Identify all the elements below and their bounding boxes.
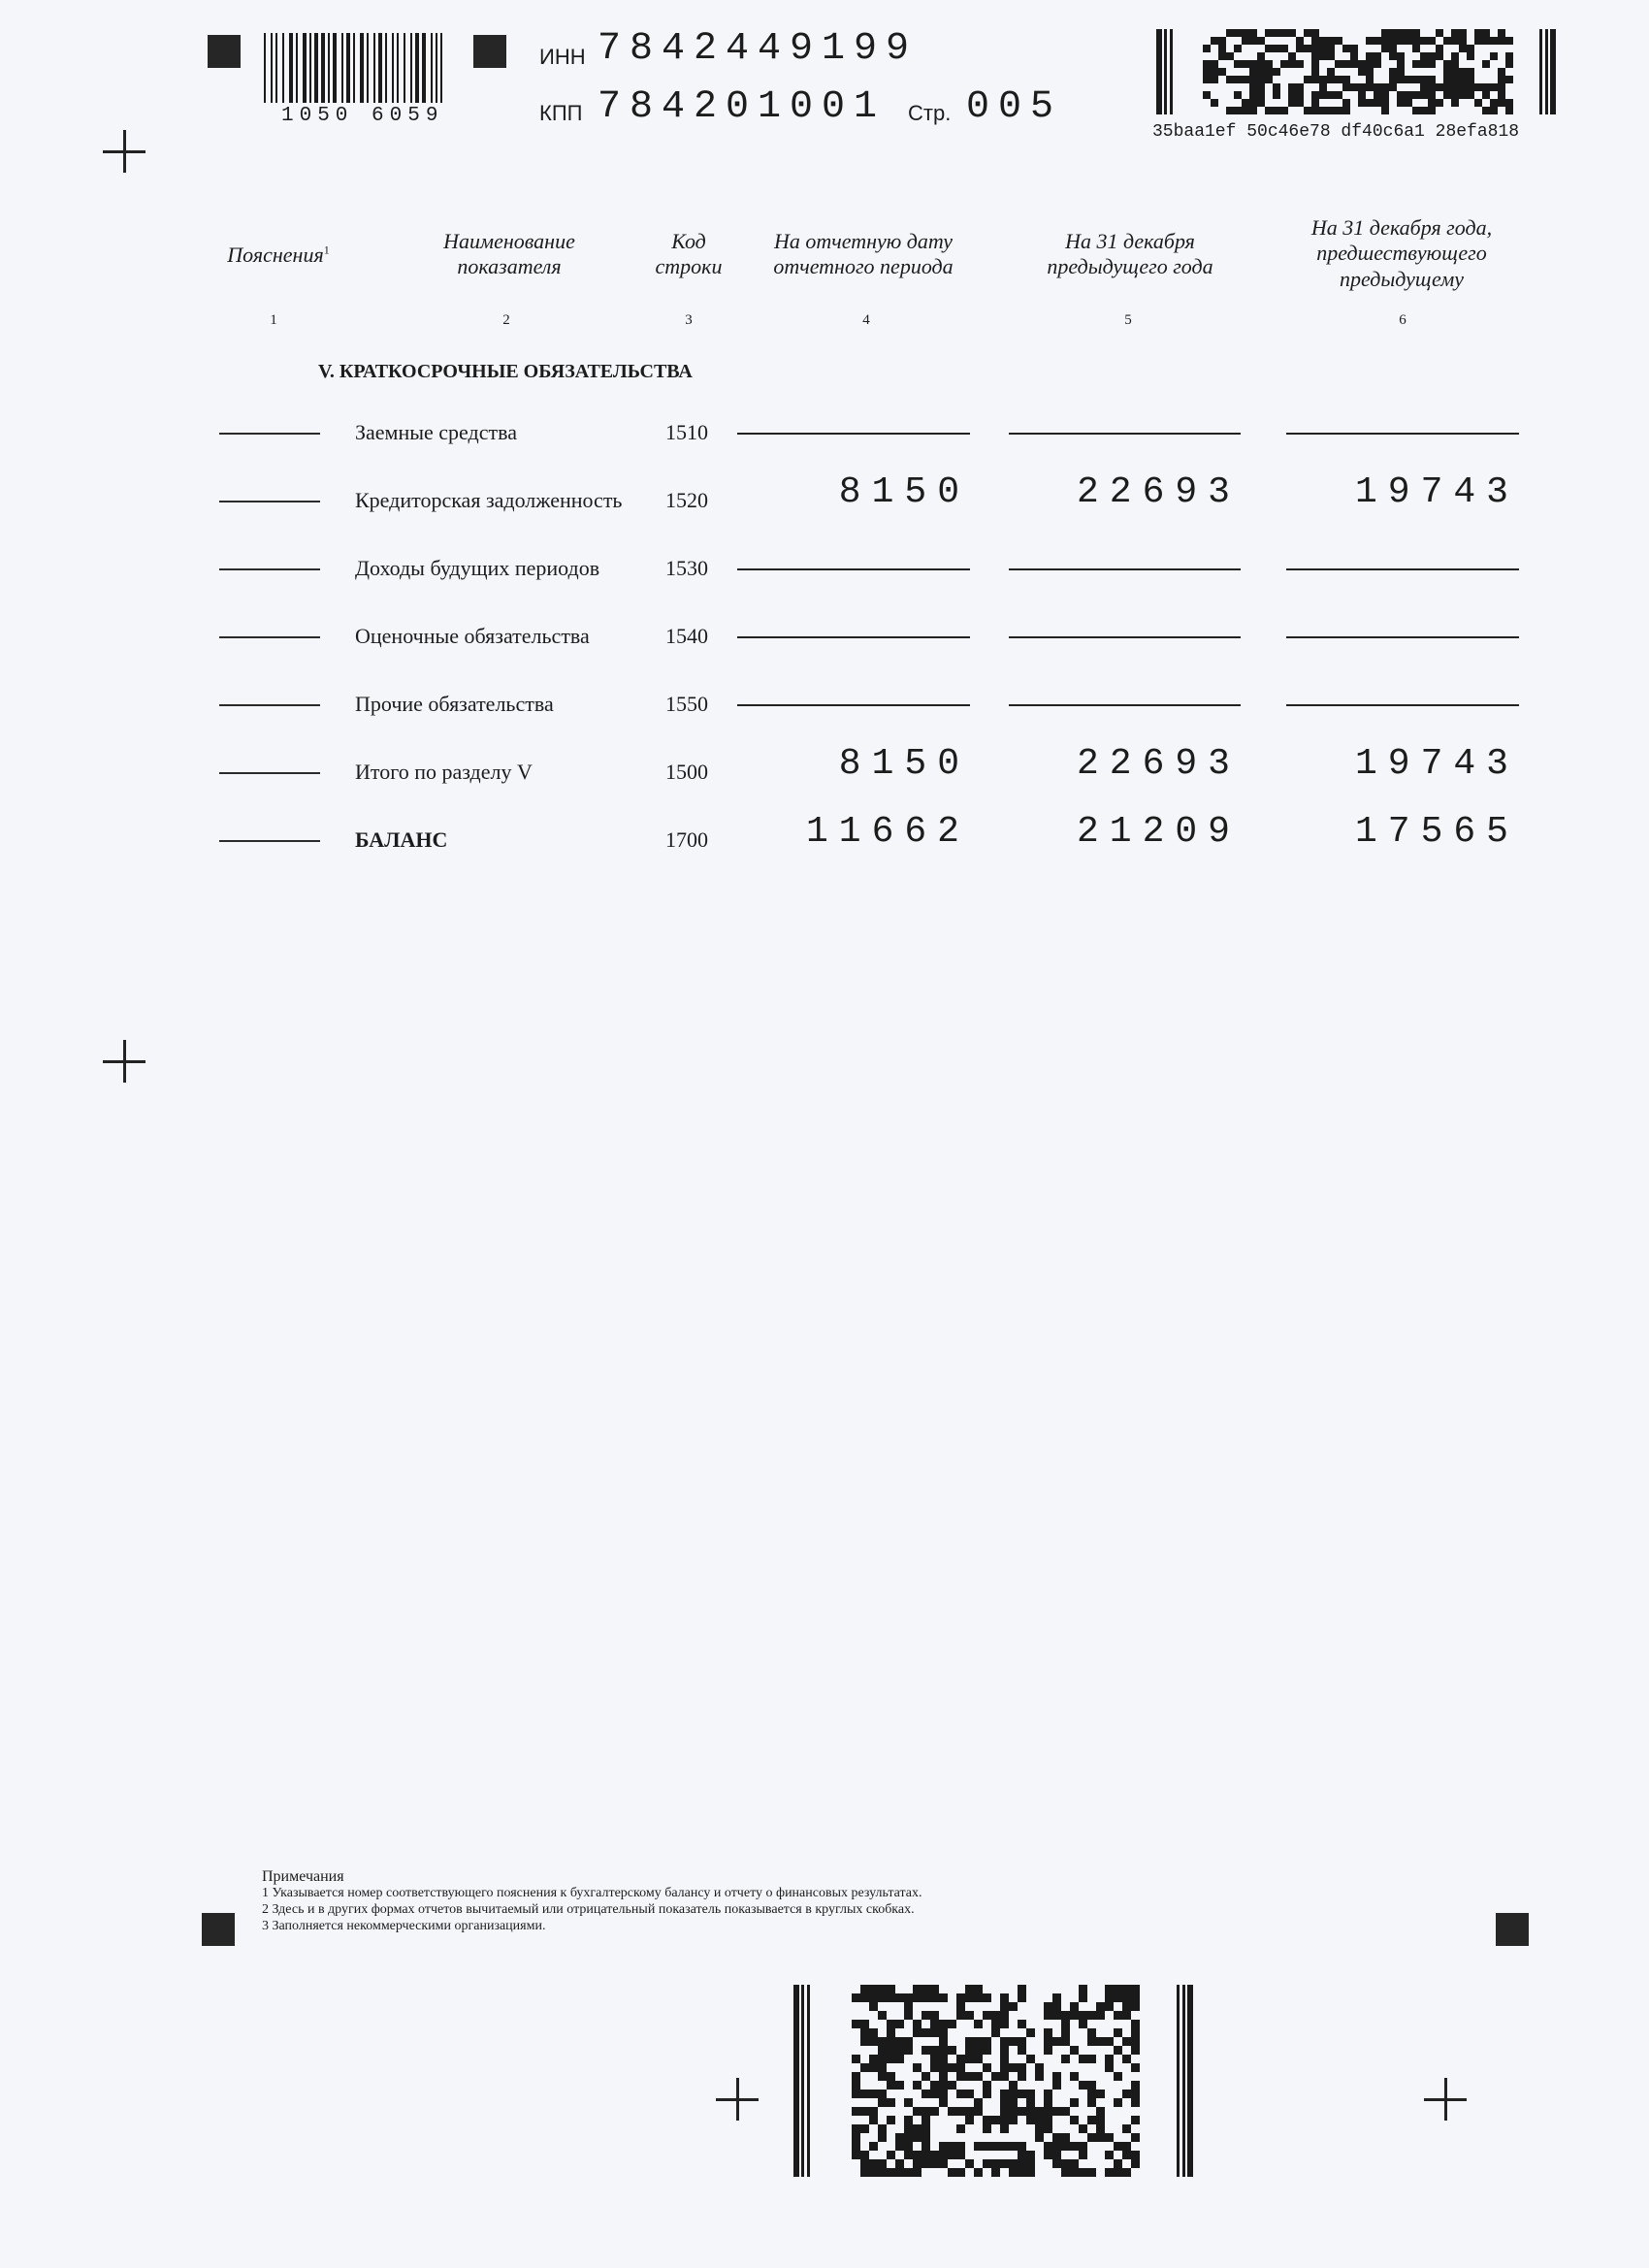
inn-value: 7842449199 <box>598 27 919 71</box>
empty-value-line <box>1009 704 1241 706</box>
empty-value-line <box>1009 636 1241 638</box>
page-label: Стр. <box>908 101 952 125</box>
column-number: 6 <box>1399 312 1406 328</box>
row-label: Прочие обязательства <box>355 692 554 716</box>
row-code: 1510 <box>665 420 708 444</box>
note-item: 1 Указывается номер соответствующего пояснения к бухгалтерскому балансу и отчету о финансовых результатах. <box>262 1886 922 1900</box>
registration-mark-square <box>473 35 506 68</box>
registration-mark-square <box>202 1913 235 1946</box>
row-code: 1550 <box>665 692 708 716</box>
row-label: Итого по разделу V <box>355 760 533 784</box>
2d-barcode-icon <box>793 1985 1193 2177</box>
row-code: 1520 <box>665 488 708 512</box>
notes-cell-dash <box>219 704 320 706</box>
kpp-value: 784201001 <box>598 85 887 129</box>
empty-value-line <box>1009 568 1241 570</box>
value-cell: 19743 <box>1354 743 1519 785</box>
registration-cross-icon <box>1424 2078 1467 2121</box>
notes-cell-dash <box>219 433 320 435</box>
inn-label: ИНН <box>539 45 586 69</box>
notes-cell-dash <box>219 636 320 638</box>
column-number: 1 <box>270 312 277 328</box>
empty-value-line <box>1009 433 1241 435</box>
notes-cell-dash <box>219 501 320 502</box>
registration-cross-icon <box>716 2078 759 2121</box>
value-cell: 22693 <box>1076 743 1241 785</box>
notes-cell-dash <box>219 568 320 570</box>
column-number: 4 <box>862 312 870 328</box>
column-header-notes: Пояснения$^1$ <box>227 243 330 267</box>
value-cell: 17565 <box>1354 811 1519 853</box>
value-cell: 8150 <box>838 471 970 513</box>
column-number: 5 <box>1124 312 1132 328</box>
row-code: 1530 <box>665 556 708 580</box>
value-cell: 19743 <box>1354 471 1519 513</box>
row-code: 1540 <box>665 624 708 648</box>
row-label: Заемные средства <box>355 420 517 444</box>
registration-mark-square <box>208 35 241 68</box>
column-header-indicator: Наименование показателя <box>443 229 575 279</box>
section-title: V. КРАТКОСРОЧНЫЕ ОБЯЗАТЕЛЬСТВА <box>318 361 693 382</box>
notes-title: Примечания <box>262 1868 344 1885</box>
value-cell: 22693 <box>1076 471 1241 513</box>
empty-value-line <box>1286 568 1519 570</box>
row-label: Кредиторская задолженность <box>355 488 623 512</box>
row-label: Оценочные обязательства <box>355 624 590 648</box>
empty-value-line <box>1286 433 1519 435</box>
registration-cross-icon <box>103 130 146 173</box>
value-cell: 21209 <box>1076 811 1241 853</box>
empty-value-line <box>737 636 970 638</box>
value-cell: 8150 <box>838 743 970 785</box>
note-item: 3 Заполняется некоммерческими организациями. <box>262 1919 546 1933</box>
barcode-icon <box>264 33 448 107</box>
kpp-label: КПП <box>539 101 583 125</box>
column-header-prev-year: На 31 декабря предыдущего года <box>1047 229 1213 279</box>
registration-cross-icon <box>103 1040 146 1083</box>
row-label: Доходы будущих периодов <box>355 556 600 580</box>
page-number: 005 <box>966 85 1063 129</box>
empty-value-line <box>737 704 970 706</box>
row-code: 1500 <box>665 760 708 784</box>
notes-cell-dash <box>219 772 320 774</box>
column-header-code: Код строки <box>655 229 723 279</box>
document-hash: 35baa1ef 50c46e78 df40c6a1 28efa818 <box>1152 122 1520 142</box>
barcode-number: 1050 6059 <box>281 105 444 127</box>
column-number: 2 <box>502 312 510 328</box>
column-header-year-before-prev: На 31 декабря года, предшествующего предыдущему <box>1310 215 1493 291</box>
notes-cell-dash <box>219 840 320 842</box>
row-label: БАЛАНС <box>355 827 448 852</box>
value-cell: 11662 <box>805 811 970 853</box>
registration-mark-square <box>1496 1913 1529 1946</box>
empty-value-line <box>1286 636 1519 638</box>
column-number: 3 <box>685 312 693 328</box>
column-header-reporting-date: На отчетную дату отчетного периода <box>773 229 954 279</box>
empty-value-line <box>1286 704 1519 706</box>
2d-barcode-icon <box>1156 29 1556 114</box>
notes-block <box>262 1868 922 1934</box>
note-item: 2 Здесь и в других формах отчетов вычитаемый или отрицательный показатель показывается в круглых скобках. <box>262 1902 915 1917</box>
empty-value-line <box>737 433 970 435</box>
row-code: 1700 <box>665 827 708 852</box>
empty-value-line <box>737 568 970 570</box>
